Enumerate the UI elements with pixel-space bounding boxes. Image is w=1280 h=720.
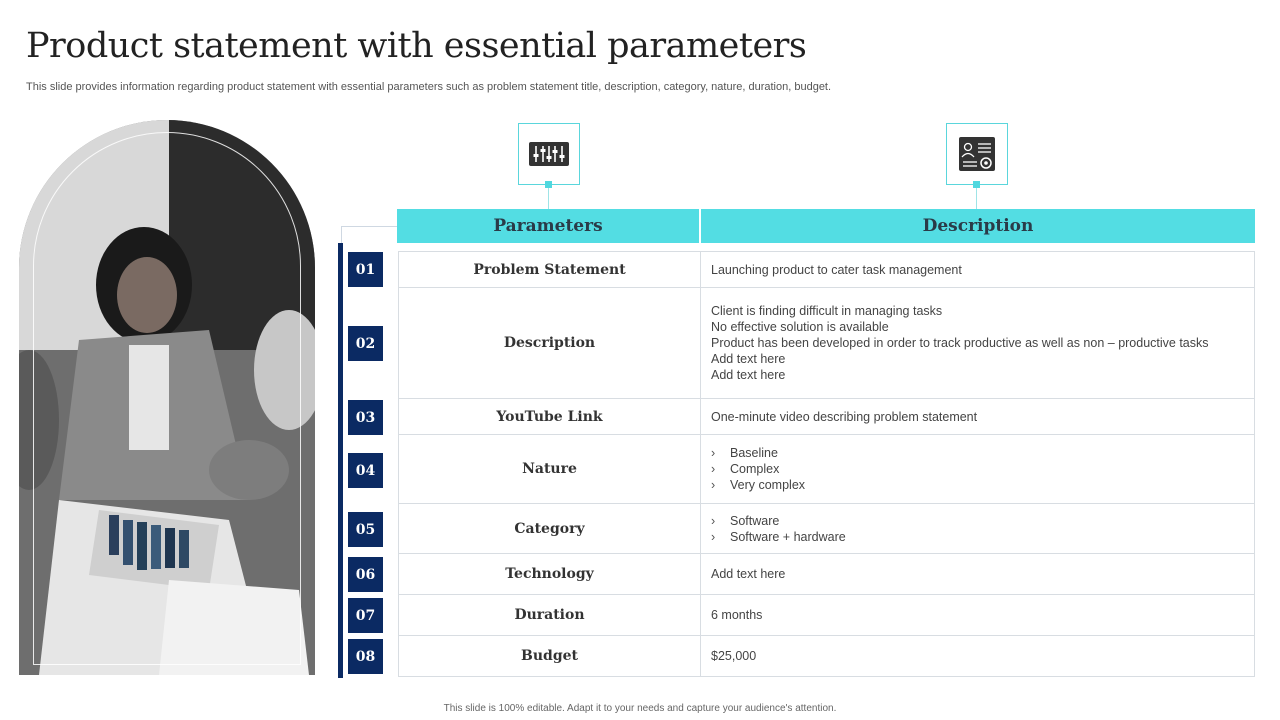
description-line: Add text here [711,368,786,382]
table-row [398,434,1255,504]
profile-document-icon [959,137,995,171]
table-row [398,503,1255,554]
description-line: $25,000 [711,649,757,663]
timeline-bar [338,243,343,678]
table-row [398,398,1255,435]
bullet-item: › Baseline [711,446,778,460]
row-number: 07 [348,598,383,633]
description-line: Add text here [711,567,786,581]
table-row [398,553,1255,595]
row-number: 08 [348,639,383,674]
parameter-cell: Nature [399,435,701,503]
bullet-item: › Very complex [711,478,806,492]
description-line: Client is finding difficult in managing tasks [711,304,943,318]
row-number: 06 [348,557,383,592]
description-line: Add text here [711,352,786,366]
slide-footer: This slide is 100% editable. Adapt it to your needs and capture your audience's attention. [443,703,837,714]
parameter-cell: Category [399,504,701,553]
parameter-cell: Duration [399,595,701,635]
bullet-item: › Software + hardware [711,529,846,544]
row-number: 02 [348,326,383,361]
description-cell [701,504,1254,553]
row-number: 05 [348,512,383,547]
table-row [398,594,1255,636]
description-line: One-minute video describing problem statement [711,409,978,424]
parameter-cell: YouTube Link [399,399,701,434]
description-cell [701,636,1254,676]
chevron-right-icon: › [711,529,716,544]
profile-document-icon-box [946,123,1008,185]
header-description: Description [701,209,1255,243]
description-cell [701,435,1254,503]
description-cell [701,595,1254,635]
description-cell [701,399,1254,434]
header-parameters: Parameters [397,209,699,243]
parameter-cell: Description [399,288,701,398]
description-line: Product has been developed in order to track productive as well as non – productive tasks [711,336,1209,350]
parameter-cell: Budget [399,636,701,676]
sliders-icon [529,142,569,166]
description-cell [701,252,1254,287]
sliders-icon-box [518,123,580,185]
chevron-right-icon: › [711,513,716,528]
chevron-right-icon: › [711,462,716,476]
description-line: Launching product to cater task management [711,262,962,277]
chevron-right-icon: › [711,478,716,492]
meeting-photo [19,120,315,675]
bullet-item: › Complex [711,462,780,476]
parameter-cell: Technology [399,554,701,594]
slide-title: Product statement with essential parameters [26,26,807,66]
slide-subtitle: This slide provides information regarding product statement with essential parameters such as problem statement title, description, category, nature, duration, budget. [26,81,832,93]
row-number: 03 [348,400,383,435]
description-cell [701,288,1254,398]
description-cell [701,554,1254,594]
table-row [398,635,1255,677]
description-line: 6 months [711,608,763,622]
table-row [398,251,1255,288]
chevron-right-icon: › [711,446,716,460]
table-header [397,209,1255,243]
row-number: 04 [348,453,383,488]
bullet-item: › Software [711,513,780,528]
parameter-cell: Problem Statement [399,252,701,287]
description-line: No effective solution is available [711,320,889,334]
row-number: 01 [348,252,383,287]
table-row [398,287,1255,399]
